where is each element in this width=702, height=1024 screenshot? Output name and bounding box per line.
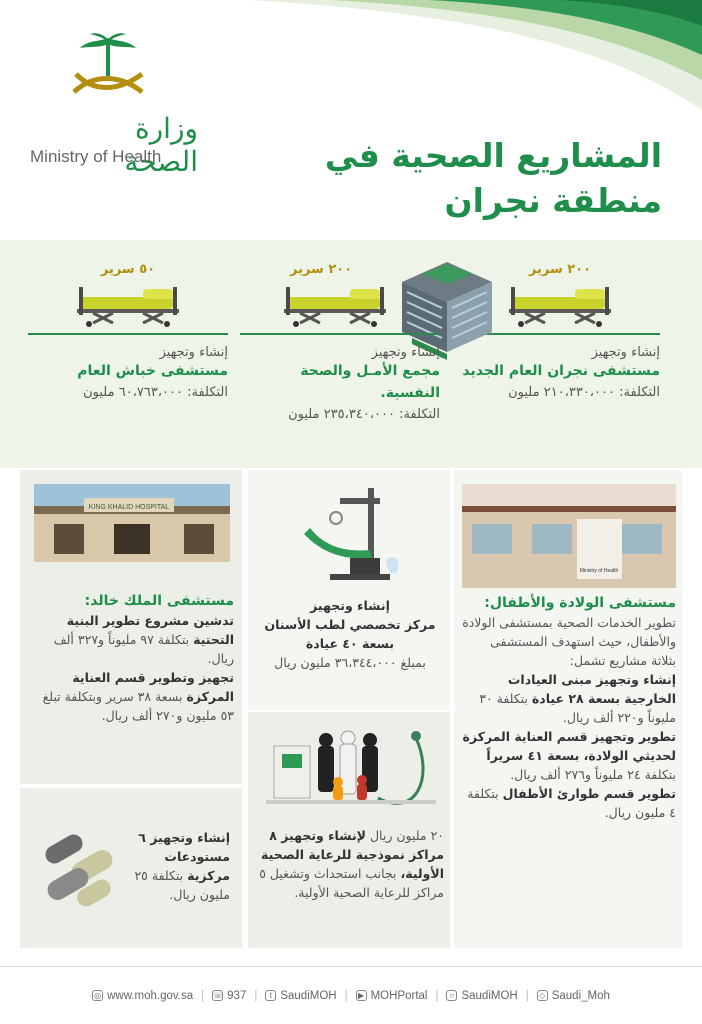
youtube-icon: ▶ (356, 990, 367, 1001)
hospital-label: إنشاء وتجهيز (371, 345, 440, 360)
footer-youtube[interactable] (356, 990, 428, 1002)
hospital-cost: التكلفة: ٦٠،٧٦٣،٠٠٠ مليون (83, 385, 228, 400)
separator: | (201, 989, 205, 1002)
king-khaled-hospital-photo (34, 484, 230, 562)
logo-english: Ministry of Health (30, 147, 162, 166)
separator: | (525, 989, 529, 1002)
hospital-bed-icon (280, 281, 390, 327)
instagram-text: SaudiMOH (461, 989, 518, 1002)
king-khaled-text (30, 592, 234, 725)
warehouses-text (120, 828, 230, 904)
hospital-card-khabash (28, 262, 228, 404)
maternity-text (462, 594, 676, 822)
divider (28, 333, 228, 335)
primary-care-family-icon (266, 718, 436, 818)
hospital-cost: التكلفة: ٢٣٥،٣٤٠،٠٠٠ مليون (288, 407, 440, 422)
maternity-hospital-photo (462, 484, 676, 588)
hospital-label: إنشاء وتجهيز (159, 345, 228, 360)
title-line1: المشاريع الصحية في (324, 136, 662, 175)
dental-l1: إنشاء وتجهيز (310, 598, 390, 613)
twitter-text: SaudiMOH (280, 989, 337, 1002)
footer-twitter[interactable] (265, 990, 336, 1002)
photo-sign: KING KHALID HOSPITAL (88, 504, 170, 511)
footer-snapchat[interactable] (537, 990, 610, 1002)
instagram-icon: ○ (446, 990, 457, 1001)
phone-text: 937 (227, 989, 247, 1002)
snapchat-icon: ◇ (537, 990, 548, 1001)
page-title (242, 133, 662, 223)
separator: | (344, 989, 348, 1002)
footer-website[interactable] (92, 990, 193, 1002)
phone-icon: ☏ (213, 991, 224, 1000)
maternity-p3-bold: تطوير قسم طوارئ الأطفال (502, 786, 676, 801)
maternity-p1-rest: بتكلفة ٣٠ مليوناً و٢٢٠ ألف ريال. (479, 691, 676, 725)
hospital-name: مستشفى نجران العام الجديد (462, 363, 660, 379)
footer-instagram[interactable] (446, 990, 517, 1002)
moh-logo (28, 30, 198, 178)
hospital-cost: التكلفة: ٢١٠،٣٣٠،٠٠٠ مليون (508, 385, 660, 400)
separator: | (435, 989, 439, 1002)
primary-care-text (256, 826, 444, 902)
king-khaled-heading: مستشفى الملك خالد: (84, 593, 234, 609)
maternity-p2-rest: بتكلفة ٢٤ مليوناً و٢٧٦ ألف ريال. (510, 767, 676, 782)
twitter-icon: t (265, 990, 276, 1001)
hospital-bed-icon (505, 281, 615, 327)
dental-l4: بمبلغ ٣٦،٣٤٤،٠٠٠ مليون ريال (274, 655, 426, 670)
maternity-p3-rest: بتكلفة ٤ مليون ريال. (467, 786, 676, 820)
beds-count: ٢٠٠ سرير (290, 262, 353, 277)
hospital-card-amal (240, 262, 440, 426)
globe-icon: ◎ (92, 990, 103, 1001)
primary-care-pre: ٢٠ مليون ريال (369, 828, 444, 843)
warehouses-rest: بتكلفة ٢٥ مليون ريال. (134, 868, 230, 902)
dental-l3: بسعة ٤٠ عيادة (305, 636, 395, 651)
king-khaled-p2-rest: بسعة ٣٨ سرير وبتكلفة تبلغ ٥٣ مليون و٢٧٠ ألف ريال. (42, 689, 234, 723)
maternity-intro: تطوير الخدمات الصحية بمستشفى الولادة والأطفال، حيث استهدف المستشفى بثلاثة مشاريع تشمل: (462, 615, 676, 668)
hospital-bed-icon (73, 281, 183, 327)
photo-sign: Ministry of Health (579, 568, 619, 574)
palm-swords-icon (58, 30, 158, 110)
footer (0, 966, 702, 1024)
separator: | (254, 989, 258, 1002)
logo-arabic: وزارة الصحة (124, 112, 198, 178)
website-text: www.moh.gov.sa (107, 989, 194, 1002)
dental-text (256, 596, 444, 672)
king-khaled-p1-bold: تدشين مشروع تطوير البنية التحتية (66, 613, 234, 647)
maternity-heading: مستشفى الولادة والأطفال: (484, 595, 676, 611)
primary-care-bold: لإنشاء وتجهيز ٨ مراكز نموذجية للرعاية الصحية الأولية، (261, 828, 444, 881)
hospital-name: مستشفى خباش العام (77, 363, 228, 379)
primary-care-post: بجانب استحداث وتشغيل ٥ مراكز للرعاية الصحية الأولية. (259, 866, 444, 900)
title-line2: منطقة نجران (444, 181, 662, 220)
divider (240, 333, 440, 335)
king-khaled-p1-rest: بتكلفة ٩٧ مليوناً و٣٢٧ ألف ريال. (53, 632, 234, 666)
warehouses-bold: إنشاء وتجهيز ٦ مستودعات مركزية (138, 830, 230, 883)
medicine-pills-icon (40, 830, 120, 910)
maternity-p2-bold: تطوير وتجهيز قسم العناية المركزة لحديثي الولادة، بسعة ٤١ سريراً (462, 729, 676, 763)
king-khaled-p2-bold: تجهيز وتطوير قسم العناية المركزة (72, 670, 234, 704)
beds-count: ٥٠ سرير (100, 262, 156, 277)
youtube-text: MOHPortal (370, 989, 428, 1002)
maternity-p1-bold: إنشاء وتجهيز مبنى العيادات الخارجية بسعة ٢٨ عيادة (507, 672, 676, 706)
hospital-name: مجمع الأمـل والصحة النفسية. (300, 363, 440, 401)
dental-l2: مركز تخصصي لطب الأسنان (264, 617, 436, 632)
dental-chair-icon (290, 484, 410, 584)
beds-count: ٢٠٠ سرير (528, 262, 592, 277)
snapchat-text: Saudi_Moh (551, 989, 610, 1002)
footer-phone[interactable] (212, 990, 246, 1002)
hospital-label: إنشاء وتجهيز (591, 345, 660, 360)
